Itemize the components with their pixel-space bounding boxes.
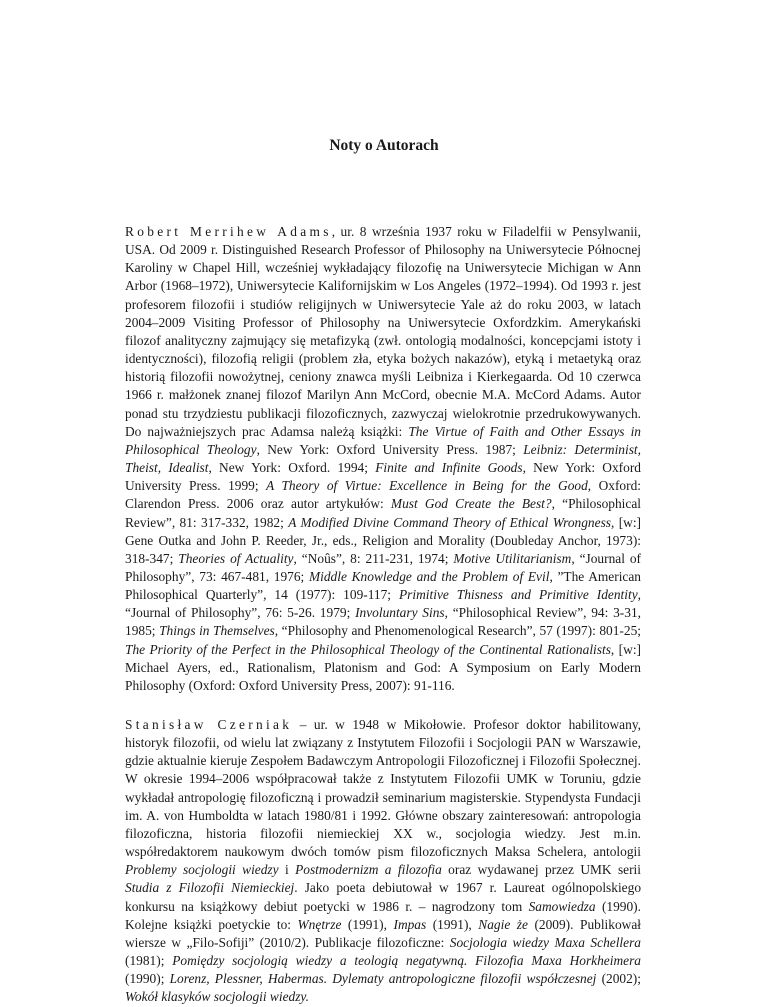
book-title: Impas <box>393 916 427 932</box>
author-name: Stanisław Czerniak <box>125 717 293 732</box>
article-title: Things in Themselves <box>159 623 275 639</box>
article-title: Theories of Actuality <box>178 550 294 566</box>
book-title: Nagie że <box>478 916 528 932</box>
note-text: , ur. 8 września 1937 roku w Filadelfii w Pensylwanii, USA. Od 2009 r. Distinguished Research Professor of Philosophy na Uniwersytecie Północnej Karoliny w Chapel Hill, wcześniej wykładający filozofię na Uniwersytecie Michigan w Ann Arbor (1968–1972), Uniwersytecie Kalifornijskim w Los Angeles (1972–1994). Od 1993 r. jest profesorem filozofii i studiów religijnych w Uniwersytecie Yale aż do roku 2003, w latach 2004–2009 Visiting Professor of Philosophy na Uniwersytecie Oxfordzkim. Amerykański filozof analityczny zajmujący się metafizyką (zwł. ontologią modalności, koncepcjami istoty i identyczności), filozofią religii (problem zła, etyka bożych nakazów), etyką i metaetyką oraz historią filozofii nowożytnej, ceniony znawca myśli Leibniza i Kierkegaarda. Od 10 czerwca 1966 r. małżonek znanej filozof Marilyn Ann McCord, obecnie M.A. McCord Adams. Autor ponad stu trzydziestu publikacji filozoficznych, zazwyczaj wielokrotnie przedrukowywanych. Do najważniejszych prac Adamsa należą książki: <box>125 224 641 439</box>
note-text: , New York: Oxford. 1994; <box>208 460 376 476</box>
author-note-czerniak <box>125 716 641 1007</box>
note-text: – ur. w 1948 w Mikołowie. Profesor doktor habilitowany, historyk filozofii, od wielu lat związany z Instytutem Filozofii i Socjologii PAN w Warszawie, gdzie aktualnie kieruje Zespołem Badawczym Antropologii Filozoficznej i Filozofii Społecznej. W okresie 1994–2006 współpracował także z Instytutem Filozofii UMK w Toruniu, gdzie wykładał antropologię filozoficzną i prowadził seminarium magisterskie. Stypendysta Fundacji im. A. von Humboldta w latach 1980/81 i 1992. Główne obszary zainteresowań: antropologia filozoficzna, historia filozofii niemieckiej XX w., socjologia wiedzy. Jest m.in. współredaktorem naukowym dwóch tomów pism filozoficznych Maksa Schelera, antologii <box>125 717 641 860</box>
book-title: Socjologia wiedzy Maxa Schellera <box>449 934 641 950</box>
page-title: Noty o Autorach <box>329 137 439 154</box>
book-title: Pomiędzy socjologią wiedzy a teologią negatywną. Filozofia Maxa Horkheimera <box>172 953 641 969</box>
note-text: , New York: Oxford University Press. 1987; <box>256 441 524 457</box>
article-title: The Priority of the Perfect in the Philosophical Theology of the Continental Rationalists <box>125 641 611 657</box>
note-text: (1991), <box>426 916 479 932</box>
article-title: Motive Utilitarianism <box>453 550 572 566</box>
note-text: . Jako poeta debiutował w 1967 r. Laureat ogólnopolskiego konkursu na książkowy debiut poetycki w 1986 r. – nagrodzony tom <box>125 880 642 914</box>
book-title: A Theory of Virtue: Excellence in Being for the Good <box>266 478 588 494</box>
article-title: Middle Knowledge and the Problem of Evil <box>308 568 550 584</box>
article-title: Involuntary Sins <box>355 605 445 621</box>
article-title: Must God Create the Best? <box>390 496 552 512</box>
author-note-adams <box>125 223 641 695</box>
note-text: , [w:] Michael Ayers, ed., Rationalism, Platonism and God: A Symposium on Early Modern Philosophy (Oxford: Oxford University Press, 2007): 91-116. <box>125 641 641 693</box>
book-title: Finite and Infinite Goods <box>375 460 523 476</box>
note-text: , “Journal of Philosophy”, 76: 5-26. 1979; <box>125 587 641 621</box>
note-text: (1990); <box>125 971 170 987</box>
note-text: , “Philosophical Review”, 94: 3-31, 1985; <box>125 605 641 639</box>
note-text: (2009). Publikował wiersze w „Filo-Sofiji” (2010/2). Publikacje filozoficzne: <box>125 916 641 950</box>
note-text: (1981); <box>125 953 173 969</box>
note-text: , “Philosophy and Phenomenological Research”, 57 (1997): 801-25; <box>274 623 642 639</box>
note-text: (1991), <box>341 916 394 932</box>
note-text: , [w:] Gene Outka and John P. Reeder, Jr., eds., Religion and Morality (Doubleday Anchor, 1973): 318-347; <box>125 514 642 566</box>
book-title: Lorenz, Plessner, Habermas. Dylematy antropologiczne filozofii współczesnej <box>169 971 597 987</box>
book-title: Problemy socjologii wiedzy <box>125 862 279 878</box>
book-title: Postmodernizm a filozofia <box>295 862 442 878</box>
book-title: Wnętrze <box>297 916 342 932</box>
note-text: i <box>278 862 296 878</box>
note-text: (1990). Kolejne książki poetyckie to: <box>125 898 641 932</box>
article-title: Primitive Thisness and Primitive Identity <box>399 587 638 603</box>
note-text: , New York: Oxford University Press. 1999; <box>125 460 641 494</box>
series-title: Studia z Filozofii Niemieckiej <box>125 880 295 896</box>
book-title: The Virtue of Faith and Other Essays in Philosophical Theology <box>125 423 641 457</box>
book-title: Samowiedza <box>528 898 596 914</box>
note-text: oraz wydawanej przez UMK serii <box>441 862 642 878</box>
note-text: , ”The American Philosophical Quarterly”, 14 (1977): 109-117; <box>125 568 642 603</box>
note-text: , “Philosophical Review”, 81: 317-332, 1982; <box>125 496 641 530</box>
book-title: Wokół klasyków socjologii wiedzy. <box>125 989 309 1005</box>
book-title: Leibniz: Determinist, Theist, Idealist <box>125 441 641 476</box>
note-text: , “Noûs”, 8: 211-231, 1974; <box>293 550 454 566</box>
note-text: , “Journal of Philosophy”, 73: 467-481, 1976; <box>125 550 642 584</box>
article-title: A Modified Divine Command Theory of Ethical Wrongness <box>288 514 611 530</box>
author-name: Robert Merrihew Adams <box>125 224 332 239</box>
note-text: (2002); <box>596 971 641 987</box>
note-text: , Oxford: Clarendon Press. 2006 oraz autor artykułów: <box>125 478 642 512</box>
